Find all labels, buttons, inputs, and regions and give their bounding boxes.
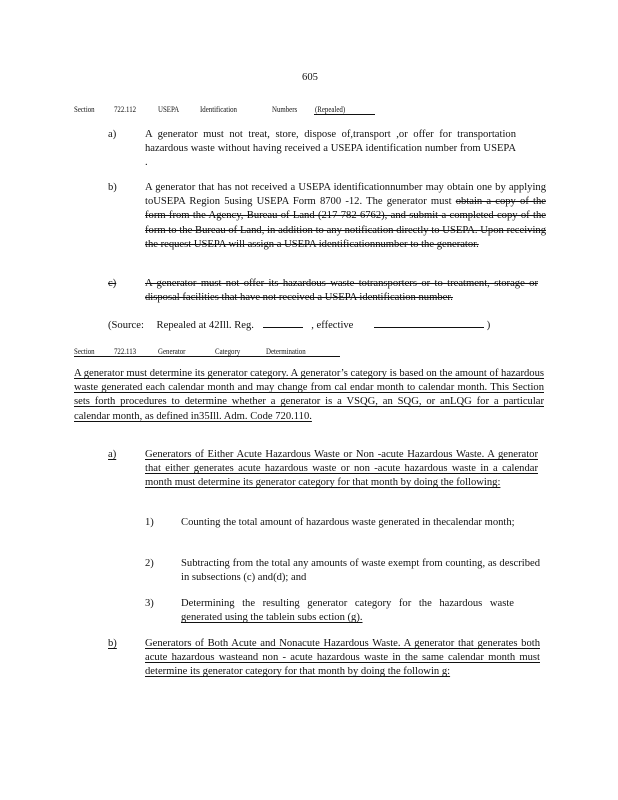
item-text: Subtracting from the total any amounts of waste exempt from counting, as described in subsections (c) and(d); and: [181, 558, 540, 584]
heading-section-word: Section: [74, 105, 95, 114]
subsection-b-text: [145, 181, 546, 252]
heading-word: Determination: [266, 347, 306, 356]
heading-section-number: 722.112: [114, 105, 137, 114]
source-repealed: Repealed at 42Ill. Reg.: [156, 320, 254, 331]
heading-section-word: Section: [74, 347, 95, 356]
subsection-label: b): [108, 182, 117, 193]
subsection-a-text: A generator must not treat, store, dispose of,transport ,or offer for transportation hazardous waste without having received a USEPA identification number from USEPA .: [145, 129, 516, 169]
effective-date-blank: [374, 317, 484, 328]
heading-underline: [314, 114, 375, 115]
subsection-b-text: Generators of Both Acute and Nonacute Hazardous Waste. A generator that generates both acute hazardous wasteand non - acute hazardous waste in the same calendar month must determine its generator category for that month by doing the followin g:: [145, 638, 540, 678]
heading-word: Numbers: [272, 105, 298, 114]
source-close: ): [486, 320, 491, 331]
item-text: Counting the total amount of hazardous waste generated in thecalendar month;: [181, 517, 515, 528]
item-text: [181, 597, 514, 625]
subsection-a-text: Generators of Either Acute Hazardous Waste or Non -acute Hazardous Waste. A generator that either generates acute hazardous waste or non -acute hazardous waste in a calendar month must determine its generator category for that month by doing the following:: [145, 449, 538, 489]
register-blank: [263, 317, 303, 328]
subsection-b-retained: A generator that has not received a USEPA identificationnumber may obtain one by applying toUSEPA Region 5using USEPA Form 8700 -12. The generator must: [145, 182, 546, 208]
heading-underline: [74, 356, 340, 357]
source-effective: , effective: [311, 320, 354, 331]
item-label: 3): [145, 598, 154, 609]
heading-word: Generator: [158, 347, 186, 356]
heading-word: Category: [215, 347, 241, 356]
source-open: (Source:: [108, 320, 144, 331]
subsection-label: a): [108, 449, 117, 460]
subsection-label: b): [108, 638, 117, 649]
subsection-b-struck: obtain a copy of the form from the Agency, Bureau of Land (217 782 6762), and submit a completed copy of the form to the Bureau of Land, in addition to any notification directly to USEPA. Upon receiving the request USEPA will assign a USEPA identificationnumber to the generator.: [145, 196, 546, 250]
subsection-c-text: A generator must not offer its hazardous waste totransporters or to treatment, storage or disposal facilities that have not received a USEPA identification number.: [145, 278, 538, 304]
item-text-added: generated using the tablein subs ection (g).: [181, 612, 363, 624]
heading-repealed: (Repealed): [315, 105, 346, 114]
page-number: 605: [302, 72, 318, 83]
subsection-label: c): [108, 278, 117, 289]
subsection-label: a): [108, 129, 117, 140]
item-label: 2): [145, 558, 154, 569]
item-label: 1): [145, 517, 154, 528]
source-note: [108, 317, 490, 333]
section-intro-text: A generator must determine its generator category. A generator’s category is based on the amount of hazardous waste generated each calendar month and may change from cal endar month to calendar month. This Section sets forth procedures to determine whether a generator is a VSQG, an SQG, or anLQG for a particular calendar month, as defined in35Ill. Adm. Code 720.110.: [74, 368, 544, 422]
item-text-plain: Determining the resulting generator category for the hazardous waste: [181, 598, 514, 609]
heading-section-number: 722.113: [114, 347, 137, 356]
heading-word: Identification: [200, 105, 238, 114]
heading-word: USEPA: [158, 105, 180, 114]
